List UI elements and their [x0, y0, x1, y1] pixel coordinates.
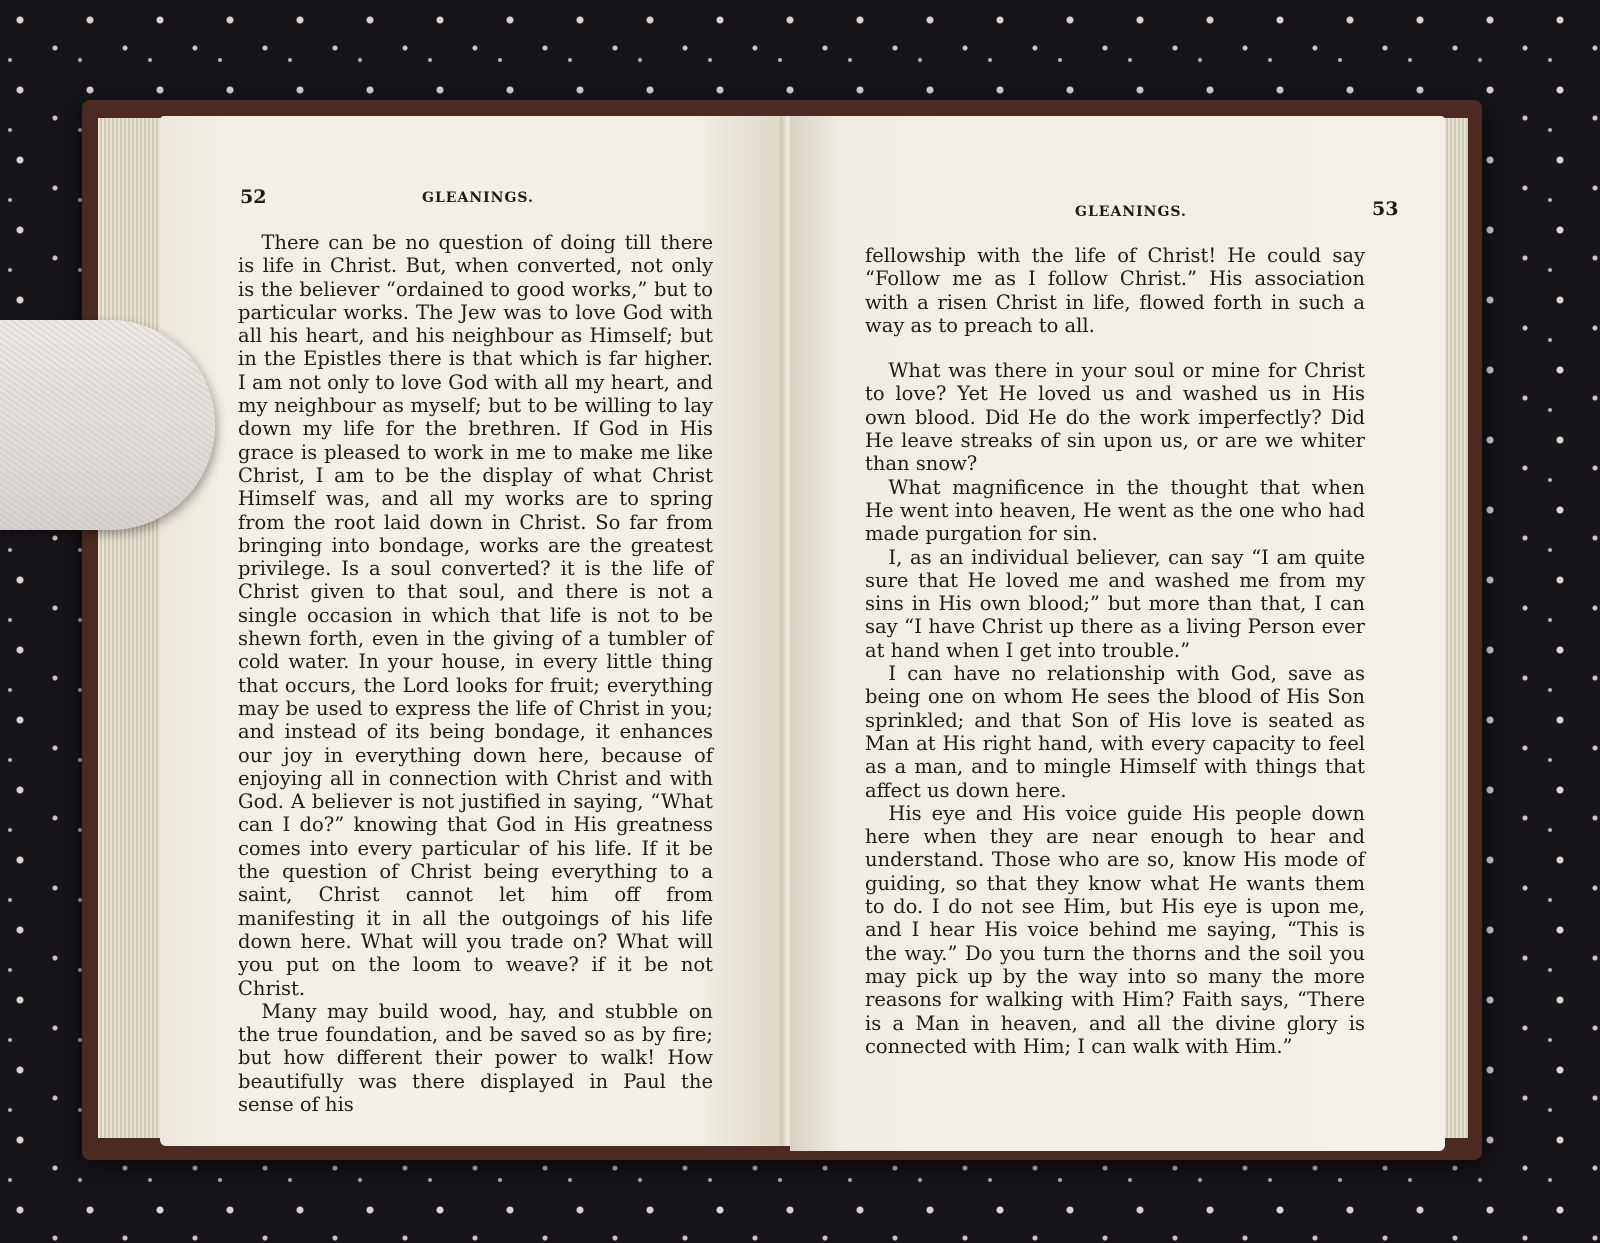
right-paragraph: His eye and His voice guide His people down here when they are near enough to hear and understand. Those who are so, know His mode of guiding, so that they know what He wants them to do. I do not see Him, but His eye is upon me, and I hear His voice behind me saying, “This is the way.” Do you turn the thorns and the soil you may pick up by the way into so many the more reasons for walking with Him? Faith says, “There is a Man in heaven, and all the divine glory is connected with Him; I can walk with Him.”: [865, 801, 1365, 1058]
right-running-head: GLEANINGS.: [1075, 204, 1187, 220]
left-running-head: GLEANINGS.: [422, 190, 534, 206]
left-page-text: [238, 231, 713, 1116]
right-page-number: 53: [1372, 198, 1399, 220]
left-page: [160, 116, 788, 1146]
left-page-number: 52: [240, 186, 267, 208]
page-edges-left: [98, 118, 168, 1138]
gloved-finger: [0, 320, 215, 530]
left-paragraph: Many may build wood, hay, and stubble on the true foundation, and be saved so as by fire; but how different their power to walk! How beautifully was there displayed in Paul the sense of his: [238, 999, 713, 1116]
right-page-text: [865, 244, 1365, 1058]
right-paragraph: I can have no relationship with God, save as being one on whom He sees the blood of His Son sprinkled; and that Son of His love is seated as Man at His right hand, with every capacity to feel as a man, and to mingle Himself with things that affect us down here.: [865, 662, 1365, 802]
right-paragraph: What was there in your soul or mine for Christ to love? Yet He loved us and washed us in His own blood. Did He do the work imperfectly? Did He leave streaks of sin upon us, or are we whiter than snow?: [865, 359, 1365, 476]
right-paragraph: What magnificence in the thought that when He went into heaven, He went as the one who had made purgation for sin.: [865, 475, 1365, 546]
right-continuation: fellowship with the life of Christ! He could say “Follow me as I follow Christ.” His association with a risen Christ in life, flowed forth in such a way as to preach to all.: [865, 244, 1365, 337]
right-paragraph: I, as an individual believer, can say “I am quite sure that He loved me and washed me from my sins in His own blood;” but more than that, I can say “I have Christ up there as a living Person ever at hand when I get into trouble.”: [865, 545, 1365, 662]
right-page: [790, 116, 1445, 1151]
left-paragraph: There can be no question of doing till there is life in Christ. But, when converted, not only is the believer “ordained to good works,” but to particular works. The Jew was to love God with all his heart, and his neighbour as Himself; but in the Epistles there is that which is far higher. I am not only to love God with all my heart, and my neighbour as myself; but to be willing to lay down my life for the brethren. If God in His grace is pleased to work in me to make me like Christ, I am to be the display of what Christ Himself was, and all my works are to spring from the root laid down in Christ. So far from bringing into bondage, works are the greatest privilege. Is a soul converted? it is the life of Christ given to that soul, and there is not a single occasion in which that life is not to be shewn forth, even in the giving of a tumbler of cold water. In your house, in every little thing that occurs, the Lord looks for fruit; everything may be used to express the life of Christ in you; and instead of its being bondage, it enhances our joy in everything down here, because of enjoying all in connection with Christ and with God. A believer is not justified in saying, “What can I do?” knowing that God in His greatness comes into every particular of his life. If it be the question of Christ being everything to a saint, Christ cannot let him off from manifesting it in all the outgoings of his life down here. What will you trade on? What will you put on the loom to weave? if it be not Christ.: [238, 231, 713, 1000]
